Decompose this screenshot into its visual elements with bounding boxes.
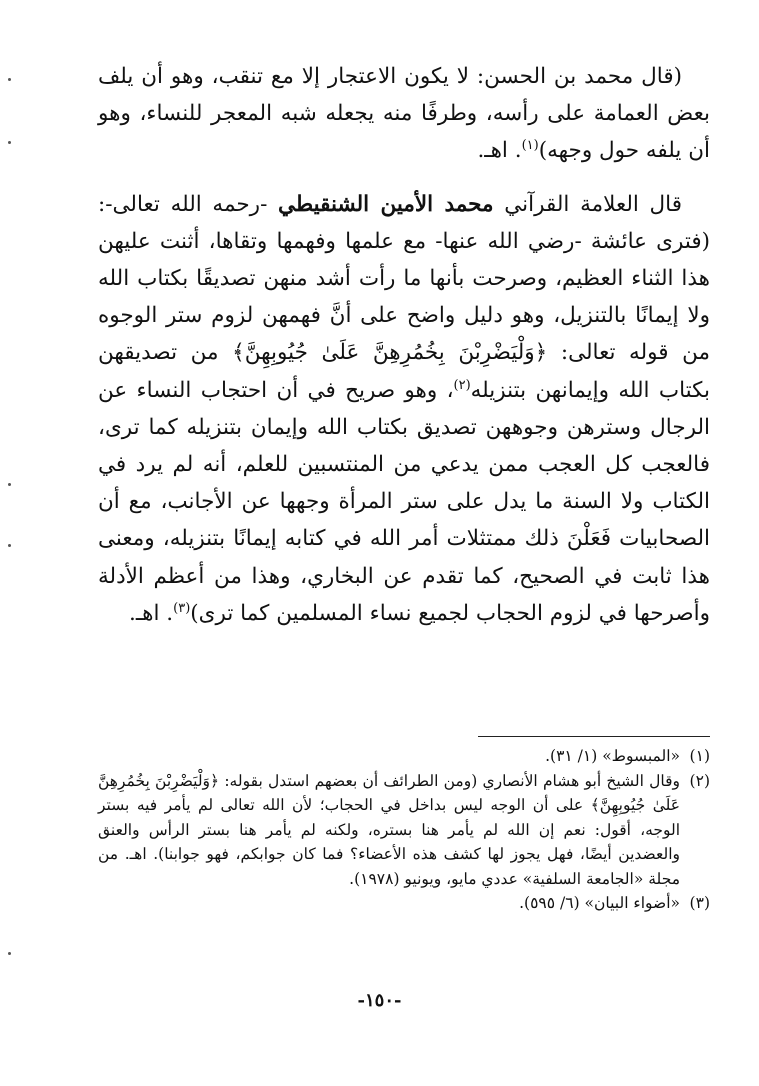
scan-speck	[8, 952, 11, 955]
page-number: -١٥٠-	[357, 990, 402, 1011]
footnote-ref-3: (٣)	[173, 600, 191, 616]
paragraph-text-part-2: ، وهو صريح في أن احتجاب النساء عن الرجال وسترهن وجوههن تصديق بكتاب الله وإيمان بتنزيله كما ترى، فالعجب كل العجب ممن يدعي من المنتسبين للعلم، أنه لم يرد في الكتاب ولا السنة ما يدل على ستر المرأة وجهها عن الأجانب، مع أن الصحابيات فَعَلْنَ ذلك ممتثلات أمر الله في كتابه إيمانًا بتنزيله، ومعنى هذا ثابت في الصحيح، كما تقدم عن البخاري، وهذا من أعظم الأدلة وأصرحها في لزوم الحجاب لجميع نساء المسلمين كما ترى)	[98, 377, 710, 626]
footnote-1	[98, 744, 710, 769]
paragraph-end: . اهـ.	[477, 138, 522, 164]
scan-speck	[8, 544, 11, 547]
paragraph-quote-muhammad-ibn-al-hasan	[98, 58, 710, 170]
paragraph-quote-shinqiti	[98, 186, 710, 632]
scan-speck	[8, 141, 11, 144]
scholar-name: محمد الأمين الشنقيطي	[278, 191, 494, 217]
footnote-3	[98, 891, 710, 916]
footnote-ref-1: (١)	[521, 138, 539, 154]
main-text	[98, 58, 710, 632]
footnote-text: «المبسوط» (١/ ٣١).	[545, 747, 680, 765]
paragraph-end: . اهـ.	[129, 600, 174, 626]
scan-speck	[8, 78, 11, 81]
footnote-text: وقال الشيخ أبو هشام الأنصاري (ومن الطرائف أن بعضهم استدل بقوله: ﴿وَلْيَضْرِبْنَ بِخُمُرِهِنَّ عَلَىٰ جُيُوبِهِنَّ﴾ على أن الوجه ليس بداخل في الحجاب؛ لأن الله تعالى لم يأمر فيه بستر الوجه، أقول: نعم إن الله لم يأمر هنا بستره، ولكنه لم يأمر هنا بستر الرأس والعنق والعضدين أيضًا، فهل يجوز لها كشف هذه الأعضاء؟ فما كان جوابكم، فهو جوابنا). اهـ. من مجلة «الجامعة السلفية» عددي مايو، ويونيو (١٩٧٨).	[98, 771, 680, 888]
footnote-2	[98, 769, 710, 892]
scan-speck	[8, 483, 11, 486]
footnote-number: (٢)	[689, 771, 710, 790]
footnotes	[98, 744, 710, 916]
paragraph-text-part-1: -رحمه الله تعالى-: (فترى عائشة -رضي الله عنها- مع علمها وفهمها وتقاها، أثنت عليهن هذا الثناء العظيم، وصرحت بأنها ما رأت أشد منهن تصديقًا بكتاب الله ولا إيمانًا بالتنزيل، وهو دليل واضح على أنَّ فهمهن لزوم ستر الوجوه من قوله تعالى: ﴿وَلْيَضْرِبْنَ بِخُمُرِهِنَّ عَلَىٰ جُيُوبِهِنَّ﴾ من تصديقهن بكتاب الله وإيمانهن بتنزيله	[98, 191, 710, 403]
footnote-separator	[478, 736, 710, 737]
paragraph-intro: قال العلامة القرآني	[504, 191, 683, 217]
footnote-number: (١)	[689, 747, 710, 765]
footnote-number: (٣)	[689, 894, 710, 912]
paragraph-text: (قال محمد بن الحسن: لا يكون الاعتجار إلا مع تنقب، وهو أن يلف بعض العمامة على رأسه، وطرفًا منه يجعله شبه المعجر للنساء، وهو أن يلفه حول وجهه)	[98, 64, 710, 164]
footnote-text: «أضواء البيان» (٦/ ٥٩٥).	[519, 894, 680, 912]
footnote-ref-2: (٢)	[453, 377, 471, 393]
